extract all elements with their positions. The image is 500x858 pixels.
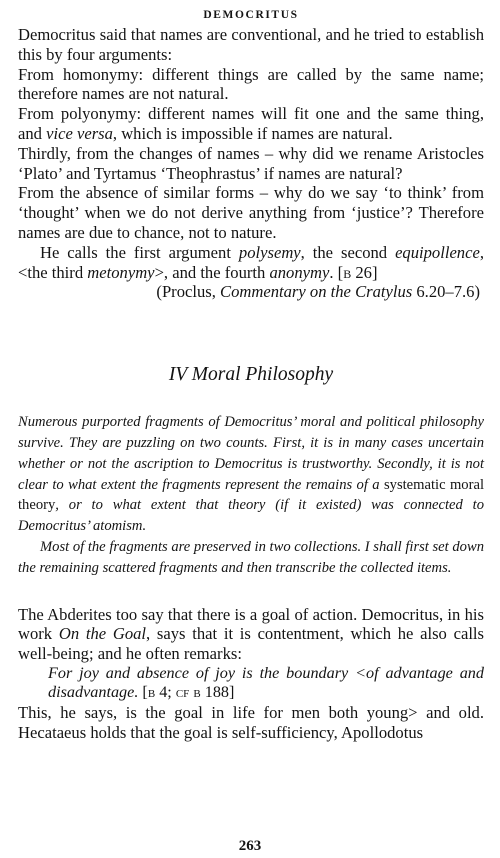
term-metonymy: metonymy (87, 262, 155, 282)
paragraph-names-conventional: Democritus said that names are conventional, and he tried to establish this by four arguments: (18, 25, 484, 64)
term-equipollence: equipollence (395, 242, 480, 262)
term-anonymy: anonymy (269, 262, 330, 282)
vice-versa: vice versa (46, 123, 113, 143)
term-polysemy: polysemy (238, 242, 301, 262)
intro-paragraph-2: Most of the fragments are preserved in two collections. I shall first set down the remaining scattered fragments and then transcribe the collected items. (18, 538, 484, 576)
paragraph-abderites: The Abderites too say that there is a goal of action. Democritus, in his work On the Goal, says that it is contentment, which he also calls well-being; and he often remarks: (18, 604, 484, 664)
paragraph-absence-of-forms: From the absence of similar forms – why do we say ‘to think’ from ‘thought’ when we do not derive anything from ‘justice’? Therefore names are due to chance, not to nature. (18, 183, 484, 242)
section-title: IV Moral Philosophy (168, 364, 334, 386)
section-gap (18, 579, 484, 605)
paragraph-changes-of-names: Thirdly, from the changes of names – why did we rename Aristocles ‘Plato’ and Tyrtamus ‘Theophrastus’ if names are natural? (18, 143, 484, 183)
fragment-ref: b 4; cf b 188 (147, 683, 230, 702)
running-head: DEMOCRITUS (203, 9, 299, 21)
paragraph-homonymy: From homonymy: different things are called by the same name; therefore names are not natural. (18, 64, 484, 104)
block-quote: For joy and absence of joy is the boundary <of advantage and disadvantage. [b 4; cf b 188] (48, 663, 484, 702)
paragraph-goal-in-life: This, he says, is the goal in life for men both young> and old. Hecataeus holds that the goal is self-sufficiency, Apollodotus (18, 702, 484, 742)
citation-proclus: (Proclus, Commentary on the Cratylus 6.20–7.6) (156, 282, 480, 302)
intro-paragraph-1: Numerous purported fragments of Democritus’ moral and political philosophy survive. They are puzzling on two counts. First, it is in many cases uncertain whether or not the ascription to Democritus is trustworthy. Secondly, it is not clear to what extent the fragments represent the remains of a systematic moral theory, or to what extent that theory (if it existed) was connected to Democritus’ atomism. (18, 414, 484, 535)
paragraph-polyonymy: From polyonymy: different names will fit one and the same thing, and vice versa, which is impossible if names are natural. (18, 104, 484, 143)
paragraph-argument-names: He calls the first argument polysemy, the second equipollence, <the third metonymy>, and the fourth anonymy. [b 26] (18, 242, 484, 282)
fragment-ref: b 26 (343, 262, 372, 282)
page-number: 263 (238, 838, 262, 854)
work-on-the-goal: On the Goal (58, 624, 147, 644)
